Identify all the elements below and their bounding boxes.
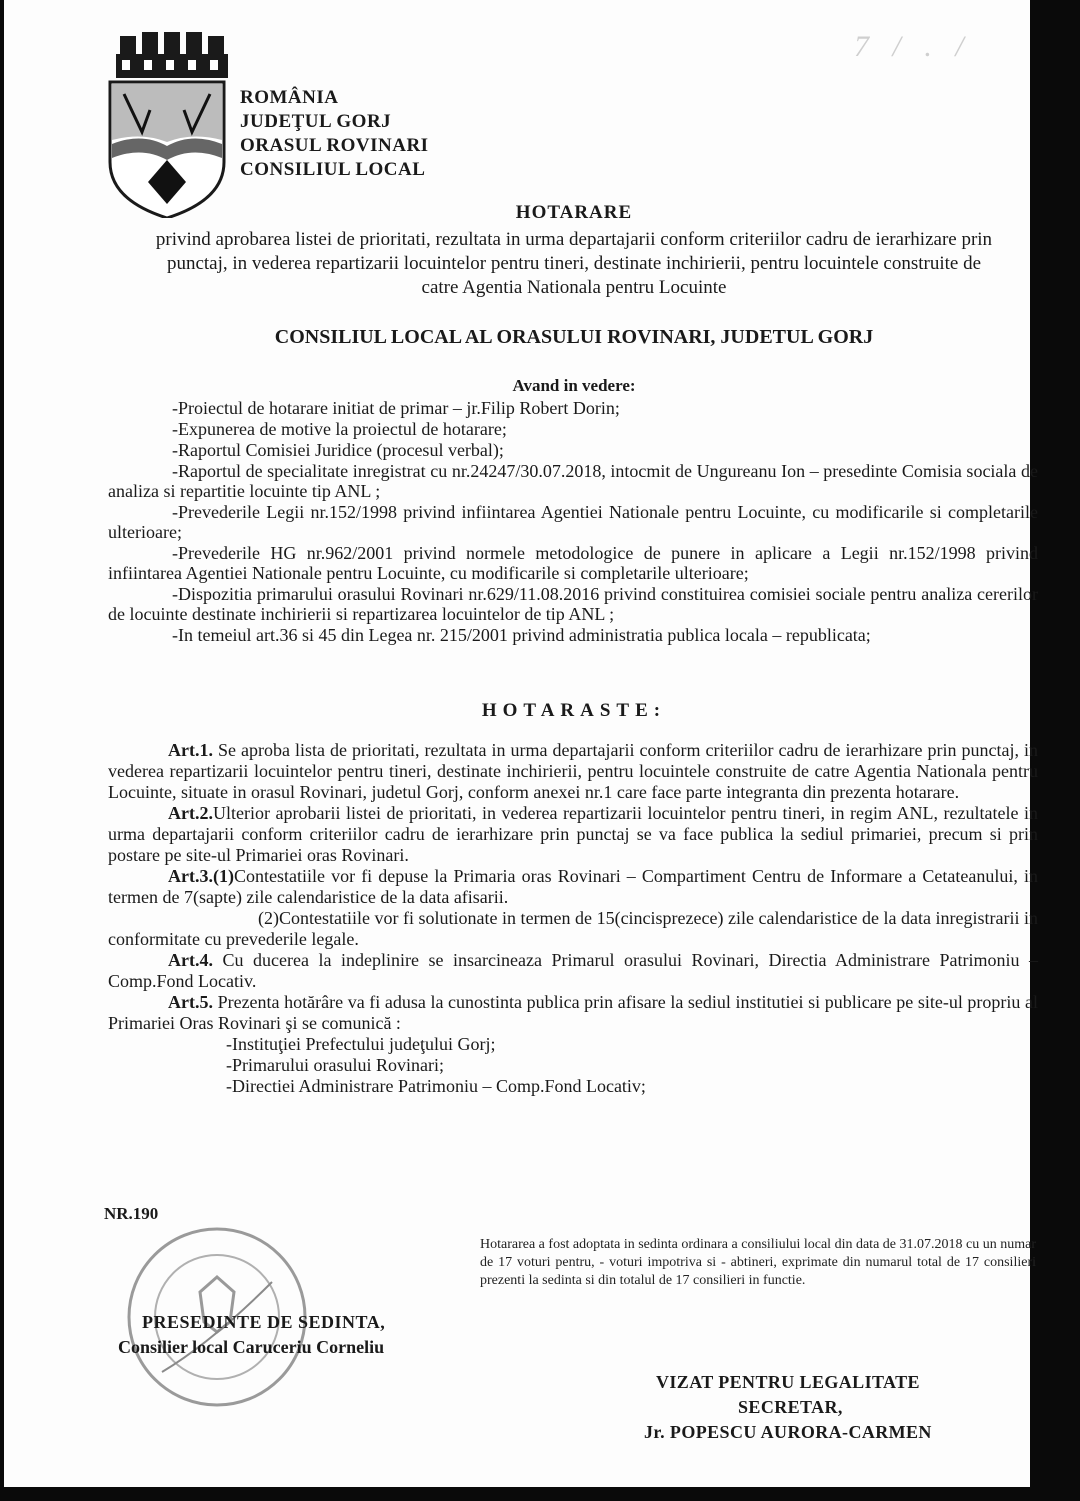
article-label: Art.4. — [168, 950, 213, 970]
secretary-title: SECRETAR, — [738, 1397, 843, 1417]
document-title: HOTARARE — [515, 202, 633, 223]
consideration-item: -Prevederile Legii nr.152/1998 privind infiintarea Agentiei Nationale pentru Locuinte, cu modificarile si completarile ulterioare; — [108, 502, 1038, 542]
president-signature-block — [118, 1310, 385, 1360]
header-country: ROMÂNIA — [240, 87, 339, 108]
article-text: Contestatiile vor fi depuse la Primaria oras Rovinari – Compartiment Centru de Informare a Cetateanului, in termen de 7(sapte) zile calendaristice de la data afisarii. — [108, 866, 1038, 907]
article-text: Cu ducerea la indeplinire se insarcineaza Primarul orasului Rovinari, Directia Administrare Patrimoniu – Comp.Fond Locativ. — [108, 950, 1038, 991]
articles — [108, 740, 1038, 1097]
article-5 — [108, 992, 1038, 1034]
consideration-item: -Raportul de specialitate inregistrat cu nr.24247/30.07.2018, intocmit de Ungureanu Ion – presedinte Comisia sociala de analiza si repartitie locuinte tip ANL ; — [108, 461, 1038, 501]
consideration-item: -Expunerea de motive la proiectul de hotarare; — [172, 419, 507, 439]
president-name: Consilier local Caruceriu Corneliu — [118, 1337, 385, 1357]
consideration-item: -Dispozitia primarului orasului Rovinari nr.629/11.08.2016 privind constituirea comisiei sociale pentru analiza cererilor de locuinte destinate inchirierii si repartizarea locuintelor de tip ANL ; — [108, 584, 1038, 624]
coat-of-arms-icon — [102, 32, 232, 218]
article-text: Prezenta hotărâre va fi adusa la cunostinta publica prin afisare la sediul institutiei si publicare pe site-ul propriu al Primariei Oras Rovinari şi se comunică : — [108, 992, 1038, 1033]
article-text: Se aproba lista de prioritati, rezultata in urma departajarii conform criteriilor cadru de ierarhizare prin punctaj, in vederea repartizarii locuintelor pentru tineri, destinate inchirierii, pentru locuintele construite de catre Agentia Nationala pentru Locuinte, situate in orasul Rovinari, judetul Gorj, conform anexei nr.1 care face parte integranta din prezenta hotarare. — [108, 740, 1038, 802]
legality-signature-block — [644, 1370, 932, 1445]
issuer-header — [240, 86, 429, 182]
article-label: Art.5. — [168, 992, 213, 1012]
council-heading: CONSILIUL LOCAL AL ORASULUI ROVINARI, JUDETUL GORJ — [274, 326, 874, 348]
article-1 — [108, 740, 1038, 803]
hotaraste-heading: HOTARASTE: — [481, 700, 667, 721]
article-text: Ulterior aprobarii listei de prioritati, in vederea repartizarii locuintelor pentru tineri, in regim ANL, rezultatele in urma departajarii conform criteriilor cadru de ierarhizare prin punctaj se va face publica la sediul primariei, precum si prin postare pe site-ul Primariei oras Rovinari. — [108, 803, 1038, 865]
recipient-item: -Directiei Administrare Patrimoniu – Comp.Fond Locativ; — [226, 1076, 646, 1096]
recipient-item: -Instituţiei Prefectului judeţului Gorj; — [226, 1034, 496, 1054]
corner-mark: 7 / . / — [854, 30, 972, 63]
consideration-item: -Prevederile HG nr.962/2001 privind normele metodologice de punere in aplicare a Legii nr.152/1998 privind infiintarea Agentiei Nationale pentru Locuinte, cu modificarile si completarile ulterioare; — [108, 543, 1038, 583]
consideration-item: -Proiectul de hotarare initiat de primar – jr.Filip Robert Dorin; — [172, 398, 620, 418]
adoption-note: Hotararea a fost adoptata in sedinta ordinara a consiliului local din data de 31.07.2018 cu un numar de 17 voturi pentru, - voturi impotriva si - abtineri, exprimate din numarul total de 17 consilieri prezenti la sedinta si din totalul de 17 consilieri in functie. — [480, 1237, 1036, 1288]
president-title: PRESEDINTE DE SEDINTA, — [142, 1312, 386, 1332]
article-4 — [108, 950, 1038, 992]
decision-number: NR.190 — [104, 1204, 159, 1223]
consideration-item: -Raportul Comisiei Juridice (procesul verbal); — [172, 440, 504, 460]
document-subtitle: privind aprobarea listei de prioritati, rezultata in urma departajarii conform criteriilor cadru de ierarhizare prin punctaj, in vederea repartizarii locuintelor pentru tineri, destinate inchirierii, pentru locuintele construite de catre Agentia Nationala pentru Locuinte — [155, 229, 993, 298]
header-town: ORASUL ROVINARI — [240, 135, 429, 156]
header-council: CONSILIUL LOCAL — [240, 159, 426, 180]
article-2 — [108, 803, 1038, 866]
avand-heading: Avand in vedere: — [512, 376, 636, 395]
article-label: Art.2. — [168, 803, 213, 823]
legality-title: VIZAT PENTRU LEGALITATE — [656, 1372, 920, 1392]
header-county: JUDEŢUL GORJ — [240, 111, 392, 132]
recipient-item: -Primarului orasului Rovinari; — [226, 1055, 444, 1075]
considerations-list — [108, 398, 1038, 646]
article-3-paragraph-2: (2)Contestatiile vor fi solutionate in termen de 15(cincisprezece) zile calendaristice de la data inregistrarii in conformitate cu prevederile legale. — [108, 908, 1038, 949]
article-label: Art.1. — [168, 740, 213, 760]
article-3 — [108, 866, 1038, 908]
secretary-name: Jr. POPESCU AURORA-CARMEN — [644, 1422, 932, 1442]
consideration-item: -In temeiul art.36 si 45 din Legea nr. 215/2001 privind administratia publica locala – republicata; — [172, 625, 871, 645]
article-label: Art.3.(1) — [168, 866, 234, 886]
